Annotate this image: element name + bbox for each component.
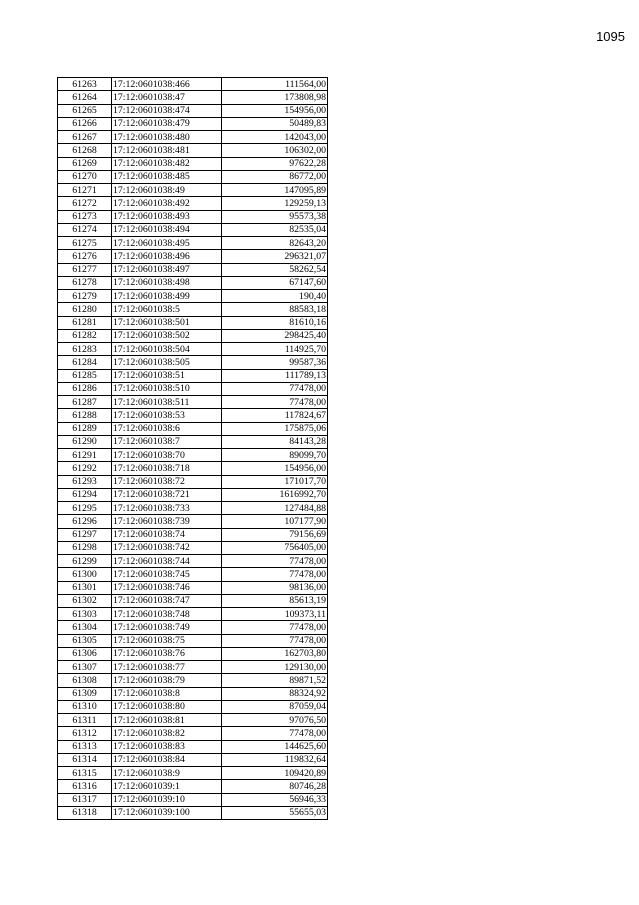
cadastral-number: 17:12:0601038:49: [112, 184, 222, 197]
table-row: [58, 449, 328, 462]
row-number: 61273: [58, 210, 112, 223]
cadastral-number: 17:12:0601038:501: [112, 316, 222, 329]
row-number: 61296: [58, 515, 112, 528]
table-row: [58, 422, 328, 435]
cadastral-number: 17:12:0601038:745: [112, 568, 222, 581]
table-row: [58, 581, 328, 594]
table-row: [58, 144, 328, 157]
row-number: 61313: [58, 740, 112, 753]
row-number: 61279: [58, 290, 112, 303]
row-number: 61298: [58, 541, 112, 554]
table-row: [58, 91, 328, 104]
row-number: 61295: [58, 502, 112, 515]
cadastral-value: 117824,67: [222, 409, 328, 422]
cadastral-value: 154956,00: [222, 104, 328, 117]
cadastral-value: 67147,60: [222, 276, 328, 289]
cadastral-value: 58262,54: [222, 263, 328, 276]
row-number: 61277: [58, 263, 112, 276]
table-row: [58, 117, 328, 130]
row-number: 61287: [58, 396, 112, 409]
cadastral-number: 17:12:0601038:53: [112, 409, 222, 422]
table-row: [58, 528, 328, 541]
cadastral-value: 109373,11: [222, 608, 328, 621]
cadastral-number: 17:12:0601038:479: [112, 117, 222, 130]
row-number: 61312: [58, 727, 112, 740]
table-row: [58, 369, 328, 382]
cadastral-value: 127484,88: [222, 502, 328, 515]
cadastral-value: 175875,06: [222, 422, 328, 435]
cadastral-value: 147095,89: [222, 184, 328, 197]
cadastral-number: 17:12:0601038:80: [112, 700, 222, 713]
table-row: [58, 608, 328, 621]
cadastral-number: 17:12:0601038:83: [112, 740, 222, 753]
table-row: [58, 780, 328, 793]
row-number: 61316: [58, 780, 112, 793]
table-row: [58, 502, 328, 515]
table-row: [58, 555, 328, 568]
row-number: 61299: [58, 555, 112, 568]
row-number: 61283: [58, 343, 112, 356]
cadastral-number: 17:12:0601039:100: [112, 806, 222, 819]
cadastral-value: 77478,00: [222, 382, 328, 395]
table-row: [58, 356, 328, 369]
cadastral-number: 17:12:0601038:502: [112, 329, 222, 342]
row-number: 61276: [58, 250, 112, 263]
cadastral-number: 17:12:0601038:505: [112, 356, 222, 369]
row-number: 61315: [58, 767, 112, 780]
cadastral-value: 88583,18: [222, 303, 328, 316]
cadastral-value: 144625,60: [222, 740, 328, 753]
cadastral-number: 17:12:0601038:498: [112, 276, 222, 289]
row-number: 61305: [58, 634, 112, 647]
row-number: 61263: [58, 78, 112, 91]
cadastral-number: 17:12:0601038:72: [112, 475, 222, 488]
cadastral-value: 109420,89: [222, 767, 328, 780]
cadastral-number: 17:12:0601038:9: [112, 767, 222, 780]
table-row: [58, 396, 328, 409]
table-row: [58, 793, 328, 806]
row-number: 61280: [58, 303, 112, 316]
cadastral-number: 17:12:0601038:493: [112, 210, 222, 223]
table-row: [58, 674, 328, 687]
cadastral-value: 55655,03: [222, 806, 328, 819]
cadastral-value: 77478,00: [222, 555, 328, 568]
row-number: 61308: [58, 674, 112, 687]
table-row: [58, 131, 328, 144]
cadastral-value: 296321,07: [222, 250, 328, 263]
table-row: [58, 303, 328, 316]
row-number: 61311: [58, 714, 112, 727]
table-row: [58, 661, 328, 674]
table-row: [58, 700, 328, 713]
row-number: 61294: [58, 488, 112, 501]
cadastral-number: 17:12:0601038:748: [112, 608, 222, 621]
row-number: 61309: [58, 687, 112, 700]
cadastral-number: 17:12:0601038:79: [112, 674, 222, 687]
table-row: [58, 475, 328, 488]
cadastral-value: 106302,00: [222, 144, 328, 157]
table-row: [58, 263, 328, 276]
cadastral-number: 17:12:0601038:718: [112, 462, 222, 475]
cadastral-value: 142043,00: [222, 131, 328, 144]
cadastral-number: 17:12:0601038:721: [112, 488, 222, 501]
cadastral-value: 77478,00: [222, 727, 328, 740]
cadastral-value: 82535,04: [222, 223, 328, 236]
row-number: 61282: [58, 329, 112, 342]
row-number: 61302: [58, 594, 112, 607]
cadastral-value: 77478,00: [222, 634, 328, 647]
table-row: [58, 276, 328, 289]
row-number: 61271: [58, 184, 112, 197]
table-row: [58, 184, 328, 197]
cadastral-number: 17:12:0601038:495: [112, 237, 222, 250]
row-number: 61290: [58, 435, 112, 448]
row-number: 61288: [58, 409, 112, 422]
cadastral-number: 17:12:0601038:746: [112, 581, 222, 594]
row-number: 61267: [58, 131, 112, 144]
table-row: [58, 634, 328, 647]
table-row: [58, 197, 328, 210]
cadastral-value: 56946,33: [222, 793, 328, 806]
row-number: 61285: [58, 369, 112, 382]
table-row: [58, 767, 328, 780]
row-number: 61292: [58, 462, 112, 475]
cadastral-number: 17:12:0601038:739: [112, 515, 222, 528]
table-row: [58, 727, 328, 740]
cadastral-number: 17:12:0601038:76: [112, 647, 222, 660]
row-number: 61270: [58, 170, 112, 183]
page-number: 1095: [596, 29, 625, 44]
row-number: 61304: [58, 621, 112, 634]
cadastral-number: 17:12:0601038:84: [112, 753, 222, 766]
row-number: 61272: [58, 197, 112, 210]
table-row: [58, 290, 328, 303]
cadastral-number: 17:12:0601039:1: [112, 780, 222, 793]
cadastral-number: 17:12:0601038:742: [112, 541, 222, 554]
cadastral-number: 17:12:0601038:474: [112, 104, 222, 117]
table-row: [58, 316, 328, 329]
cadastral-number: 17:12:0601038:77: [112, 661, 222, 674]
row-number: 61293: [58, 475, 112, 488]
table-row: [58, 382, 328, 395]
cadastral-number: 17:12:0601038:510: [112, 382, 222, 395]
row-number: 61303: [58, 608, 112, 621]
cadastral-value: 107177,90: [222, 515, 328, 528]
row-number: 61300: [58, 568, 112, 581]
table-row: [58, 409, 328, 422]
cadastral-number: 17:12:0601038:47: [112, 91, 222, 104]
row-number: 61317: [58, 793, 112, 806]
table-row: [58, 223, 328, 236]
table-row: [58, 250, 328, 263]
cadastral-number: 17:12:0601038:485: [112, 170, 222, 183]
cadastral-number: 17:12:0601038:496: [112, 250, 222, 263]
cadastral-number: 17:12:0601038:8: [112, 687, 222, 700]
cadastral-value: 119832,64: [222, 753, 328, 766]
row-number: 61297: [58, 528, 112, 541]
table-row: [58, 104, 328, 117]
cadastral-number: 17:12:0601038:481: [112, 144, 222, 157]
cadastral-value: 88324,92: [222, 687, 328, 700]
cadastral-number: 17:12:0601038:466: [112, 78, 222, 91]
row-number: 61265: [58, 104, 112, 117]
cadastral-value: 97076,50: [222, 714, 328, 727]
table-row: [58, 170, 328, 183]
cadastral-number: 17:12:0601038:492: [112, 197, 222, 210]
table-row: [58, 435, 328, 448]
table-row: [58, 753, 328, 766]
cadastral-value: 298425,40: [222, 329, 328, 342]
row-number: 61274: [58, 223, 112, 236]
cadastral-value: 80746,28: [222, 780, 328, 793]
row-number: 61268: [58, 144, 112, 157]
cadastral-number: 17:12:0601038:494: [112, 223, 222, 236]
table-row: [58, 329, 328, 342]
cadastral-number: 17:12:0601038:75: [112, 634, 222, 647]
cadastral-value: 77478,00: [222, 621, 328, 634]
row-number: 61269: [58, 157, 112, 170]
table-row: [58, 343, 328, 356]
cadastral-value: 86772,00: [222, 170, 328, 183]
cadastral-value: 89099,70: [222, 449, 328, 462]
cadastral-number: 17:12:0601038:747: [112, 594, 222, 607]
cadastral-number: 17:12:0601038:82: [112, 727, 222, 740]
cadastral-value: 154956,00: [222, 462, 328, 475]
cadastral-value: 1616992,70: [222, 488, 328, 501]
cadastral-value: 89871,52: [222, 674, 328, 687]
cadastral-value: 114925,70: [222, 343, 328, 356]
row-number: 61281: [58, 316, 112, 329]
cadastral-value: 77478,00: [222, 568, 328, 581]
cadastral-value: 756405,00: [222, 541, 328, 554]
table-row: [58, 714, 328, 727]
row-number: 61307: [58, 661, 112, 674]
cadastral-value: 97622,28: [222, 157, 328, 170]
row-number: 61266: [58, 117, 112, 130]
table-row: [58, 647, 328, 660]
cadastral-value: 84143,28: [222, 435, 328, 448]
table-row: [58, 78, 328, 91]
cadastral-value: 173808,98: [222, 91, 328, 104]
cadastral-number: 17:12:0601038:51: [112, 369, 222, 382]
table-body: [58, 78, 328, 820]
cadastral-number: 17:12:0601038:497: [112, 263, 222, 276]
cadastral-number: 17:12:0601038:480: [112, 131, 222, 144]
table-row: [58, 568, 328, 581]
cadastral-value: 79156,69: [222, 528, 328, 541]
row-number: 61301: [58, 581, 112, 594]
cadastral-number: 17:12:0601038:499: [112, 290, 222, 303]
cadastral-number: 17:12:0601038:749: [112, 621, 222, 634]
cadastral-value: 129259,13: [222, 197, 328, 210]
row-number: 61318: [58, 806, 112, 819]
table-row: [58, 687, 328, 700]
row-number: 61264: [58, 91, 112, 104]
row-number: 61275: [58, 237, 112, 250]
row-number: 61284: [58, 356, 112, 369]
table-row: [58, 210, 328, 223]
table-row: [58, 462, 328, 475]
row-number: 61286: [58, 382, 112, 395]
table-row: [58, 157, 328, 170]
cadastral-number: 17:12:0601038:6: [112, 422, 222, 435]
cadastral-number: 17:12:0601039:10: [112, 793, 222, 806]
cadastral-number: 17:12:0601038:7: [112, 435, 222, 448]
table-row: [58, 515, 328, 528]
cadastral-value-table: [57, 77, 328, 820]
row-number: 61310: [58, 700, 112, 713]
table-row: [58, 740, 328, 753]
cadastral-value: 95573,38: [222, 210, 328, 223]
cadastral-value: 98136,00: [222, 581, 328, 594]
row-number: 61289: [58, 422, 112, 435]
cadastral-number: 17:12:0601038:504: [112, 343, 222, 356]
cadastral-value: 87059,04: [222, 700, 328, 713]
cadastral-value: 77478,00: [222, 396, 328, 409]
table-row: [58, 594, 328, 607]
row-number: 61306: [58, 647, 112, 660]
row-number: 61278: [58, 276, 112, 289]
cadastral-value: 82643,20: [222, 237, 328, 250]
cadastral-number: 17:12:0601038:70: [112, 449, 222, 462]
cadastral-value: 99587,36: [222, 356, 328, 369]
cadastral-value: 81610,16: [222, 316, 328, 329]
cadastral-value: 111564,00: [222, 78, 328, 91]
table-row: [58, 621, 328, 634]
cadastral-value: 162703,80: [222, 647, 328, 660]
cadastral-value: 171017,70: [222, 475, 328, 488]
table-row: [58, 806, 328, 819]
cadastral-value: 129130,00: [222, 661, 328, 674]
cadastral-number: 17:12:0601038:81: [112, 714, 222, 727]
cadastral-value: 50489,83: [222, 117, 328, 130]
cadastral-number: 17:12:0601038:5: [112, 303, 222, 316]
row-number: 61314: [58, 753, 112, 766]
cadastral-value: 190,40: [222, 290, 328, 303]
cadastral-number: 17:12:0601038:74: [112, 528, 222, 541]
table-row: [58, 541, 328, 554]
cadastral-number: 17:12:0601038:744: [112, 555, 222, 568]
table-row: [58, 488, 328, 501]
cadastral-number: 17:12:0601038:482: [112, 157, 222, 170]
cadastral-number: 17:12:0601038:511: [112, 396, 222, 409]
table-row: [58, 237, 328, 250]
row-number: 61291: [58, 449, 112, 462]
cadastral-value: 85613,19: [222, 594, 328, 607]
cadastral-value: 111789,13: [222, 369, 328, 382]
cadastral-number: 17:12:0601038:733: [112, 502, 222, 515]
